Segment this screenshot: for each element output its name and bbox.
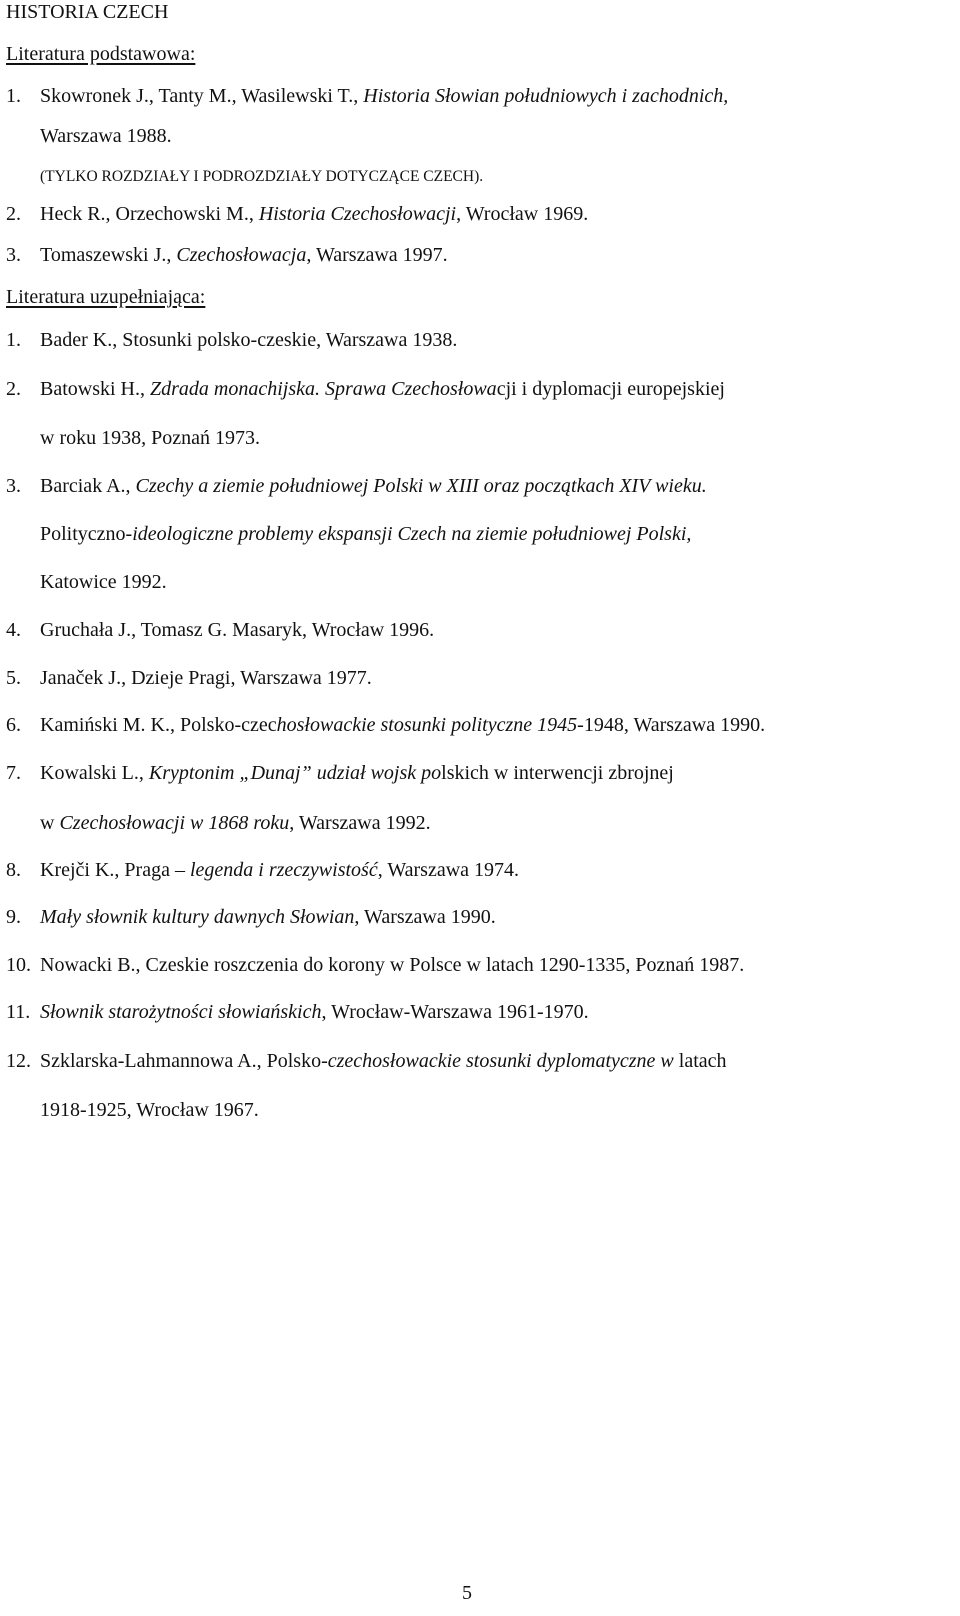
supplementary-item-3-continued	[40, 522, 691, 546]
item-number: 1.	[6, 329, 21, 351]
item-number: 4.	[6, 619, 21, 641]
item-cont-work: ideologiczne problemy ekspansji Czech na ziemie południowej Polski,	[132, 523, 692, 545]
item-number: 3.	[6, 475, 21, 497]
item-text: Nowacki B., Czeskie roszczenia do korony w Polsce w latach 1290-1335, Poznań 1987.	[40, 954, 745, 976]
item-number: 2.	[6, 203, 21, 225]
supplementary-item-11	[6, 1000, 589, 1024]
primary-item-1	[6, 84, 728, 108]
item-rest: cji i dyplomacji europejskiej	[496, 378, 725, 400]
supplementary-item-2	[6, 377, 725, 401]
item-author: Batowski H.,	[40, 378, 150, 400]
item-author: Szklarska-Lahmannowa A., Polsko-	[40, 1050, 328, 1072]
supplementary-item-12	[6, 1049, 727, 1073]
item-rest: latach	[673, 1050, 727, 1072]
item-work: Historia Czechosłowacji	[258, 203, 457, 225]
item-number: 3.	[6, 244, 21, 266]
supplementary-item-1	[6, 328, 457, 352]
item-work: legenda i rzeczywistość	[189, 859, 378, 881]
item-cont-plain: Polityczno-	[40, 523, 133, 545]
item-author: Kowalski L.,	[40, 762, 149, 784]
item-work: Czechosłowacja	[176, 244, 307, 266]
item-number: 12.	[6, 1050, 31, 1072]
item-rest: , Wrocław 1969.	[456, 203, 589, 225]
supplementary-item-2-continued: w roku 1938, Poznań 1973.	[40, 427, 260, 449]
item-rest: , Warszawa 1997.	[306, 244, 448, 266]
primary-item-3	[6, 243, 448, 267]
item-work: Historia Słowian południowych i zachodnich,	[363, 85, 729, 107]
item-work: Czechy a ziemie południowej Polski w XIII oraz początkach XIV wieku.	[135, 475, 707, 497]
item-rest: lskich w interwencji zbrojnej	[441, 762, 674, 784]
item-cont-work: Czechosłowacji w 1868 roku	[59, 812, 290, 834]
item-work: hosłowackie stosunki polityczne 1945	[276, 714, 578, 736]
item-number: 9.	[6, 906, 21, 928]
item-author: Barciak A.,	[40, 475, 136, 497]
supplementary-item-3-continued-2: Katowice 1992.	[40, 571, 167, 593]
item-work: czechosłowackie stosunki dyplomatyczne w	[327, 1050, 674, 1072]
item-number: 7.	[6, 762, 21, 784]
item-number: 2.	[6, 378, 21, 400]
item-author: Heck R., Orzechowski M.,	[40, 203, 259, 225]
supplementary-item-8	[6, 858, 519, 882]
supplementary-item-5	[6, 666, 372, 690]
item-author: Krejči K., Praga –	[40, 859, 190, 881]
item-rest: , Wrocław-Warszawa 1961-1970.	[321, 1001, 589, 1023]
supplementary-item-12-continued: 1918-1925, Wrocław 1967.	[40, 1099, 259, 1121]
supplementary-item-3	[6, 474, 707, 498]
item-rest: -1948, Warszawa 1990.	[577, 714, 766, 736]
item-number: 5.	[6, 667, 21, 689]
item-cont-plain: w	[40, 812, 60, 834]
supplementary-item-7-continued	[40, 811, 431, 835]
item-author: Kamiński M. K., Polsko-czec	[40, 714, 277, 736]
supplementary-item-10	[6, 953, 744, 977]
item-number: 10.	[6, 954, 31, 976]
item-text: Bader K., Stosunki polsko-czeskie, Warszawa 1938.	[40, 329, 458, 351]
item-author: Skowronek J., Tanty M., Wasilewski T.,	[40, 85, 364, 107]
item-rest: , Warszawa 1990.	[354, 906, 496, 928]
item-text: Gruchała J., Tomasz G. Masaryk, Wrocław 1996.	[40, 619, 435, 641]
item-number: 11.	[6, 1001, 31, 1023]
page-title: HISTORIA CZECH	[6, 1, 169, 23]
primary-item-2	[6, 202, 588, 226]
item-work: Kryptonim „Dunaj” udział wojsk po	[148, 762, 442, 784]
page-number: 5	[462, 1582, 472, 1604]
item-cont-rest: , Warszawa 1992.	[289, 812, 431, 834]
supplementary-item-7	[6, 761, 674, 785]
item-work: Mały słownik kultury dawnych Słowian	[40, 906, 355, 928]
item-text: Janaček J., Dzieje Pragi, Warszawa 1977.	[40, 667, 372, 689]
primary-item-1-continued: Warszawa 1988.	[40, 125, 172, 147]
supplementary-item-6	[6, 713, 765, 737]
section-heading-supplementary: Literatura uzupełniająca:	[6, 286, 206, 308]
item-number: 8.	[6, 859, 21, 881]
item-number: 1.	[6, 85, 21, 107]
item-rest: , Warszawa 1974.	[377, 859, 520, 881]
item-work: Słownik starożytności słowiańskich	[40, 1001, 322, 1023]
supplementary-item-4	[6, 618, 434, 642]
section-heading-primary: Literatura podstawowa:	[6, 43, 196, 65]
primary-item-1-note: (TYLKO ROZDZIAŁY I PODROZDZIAŁY DOTYCZĄCE CZECH).	[40, 168, 484, 185]
item-number: 6.	[6, 714, 21, 736]
item-work: Zdrada monachijska. Sprawa Czechosłowa	[150, 378, 497, 400]
supplementary-item-9	[6, 905, 496, 929]
item-author: Tomaszewski J.,	[40, 244, 177, 266]
